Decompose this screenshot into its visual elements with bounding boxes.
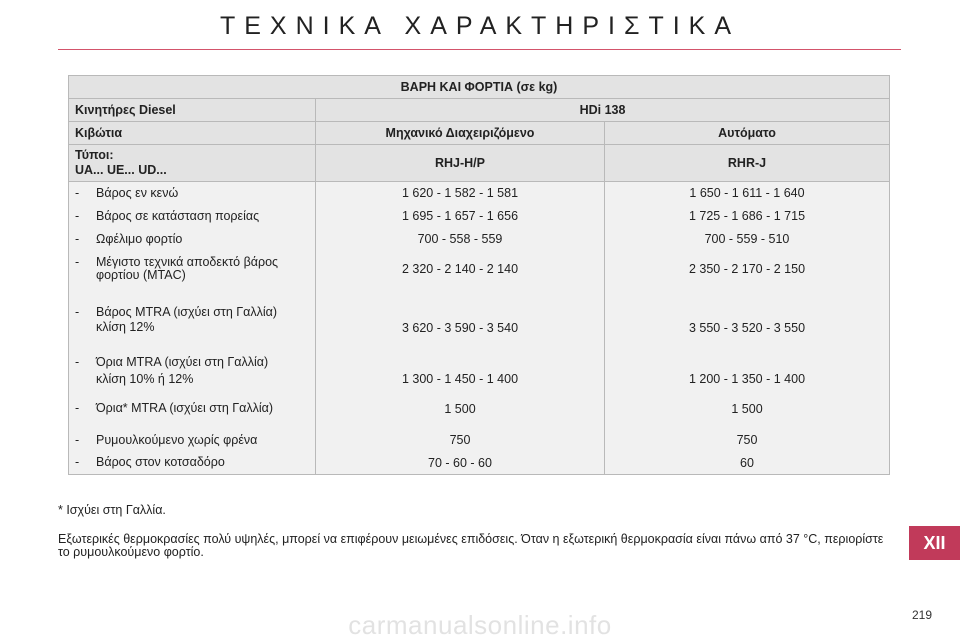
row-label-text: Βάρος στον κοτσαδόρο: [96, 455, 225, 470]
table-row: [69, 369, 890, 389]
gearbox-row: [69, 122, 890, 145]
table-row: [69, 389, 890, 429]
row-label: [69, 319, 316, 337]
row-label: [69, 287, 316, 319]
table-row: [69, 182, 890, 205]
row-dash: -: [75, 455, 80, 470]
table-row: [69, 452, 890, 475]
gearbox-label: Κιβώτια: [69, 122, 316, 145]
weights-table-body: [69, 182, 890, 475]
engine-value: HDi 138: [316, 99, 890, 122]
row-value-manual: 1 300 - 1 450 - 1 400: [316, 369, 605, 389]
row-value-auto: 1 650 - 1 611 - 1 640: [605, 182, 890, 205]
row-value-manual: 1 695 - 1 657 - 1 656: [316, 205, 605, 228]
type-manual: RHJ-H/P: [316, 145, 605, 182]
row-value-manual: [316, 337, 605, 369]
type-auto: RHR-J: [605, 145, 890, 182]
row-value-manual: 3 620 - 3 590 - 3 540: [316, 319, 605, 337]
row-label: [69, 429, 316, 452]
row-label-text: Βάρος εν κενώ: [96, 185, 179, 200]
row-dash: -: [75, 254, 80, 269]
row-label: [69, 182, 316, 205]
types-label: [69, 145, 316, 182]
row-value-manual: 1 620 - 1 582 - 1 581: [316, 182, 605, 205]
footnote: * Ισχύει στη Γαλλία.: [58, 503, 166, 517]
row-label: [69, 228, 316, 251]
row-value-auto: [605, 287, 890, 319]
table-title: ΒΑΡΗ ΚΑΙ ΦΟΡΤΙΑ (σε kg): [69, 76, 890, 99]
title-divider: [58, 49, 901, 50]
types-label-line-2: UA... UE... UD...: [75, 163, 167, 177]
row-dash: -: [75, 401, 80, 415]
row-label: [69, 205, 316, 228]
row-label-text: Μέγιστο τεχνικά αποδεκτό βάρος φορτίου (MTAC): [96, 254, 279, 282]
row-dash: -: [75, 208, 80, 223]
table-row: [69, 337, 890, 369]
row-value-auto: 1 200 - 1 350 - 1 400: [605, 369, 890, 389]
row-value-auto: 1 725 - 1 686 - 1 715: [605, 205, 890, 228]
table-row: [69, 319, 890, 337]
table-row: [69, 205, 890, 228]
row-dash: -: [75, 185, 80, 200]
row-value-manual: 1 500: [316, 389, 605, 429]
table-row: [69, 251, 890, 287]
row-label: [69, 389, 316, 429]
row-value-auto: 750: [605, 429, 890, 452]
types-label-line-1: Τύποι:: [75, 148, 114, 162]
row-value-auto: 2 350 - 2 170 - 2 150: [605, 251, 890, 287]
row-dash: -: [75, 231, 80, 246]
weights-table: [68, 75, 890, 475]
row-label-text: Όρια MTRA (ισχύει στη Γαλλία): [96, 354, 269, 369]
gearbox-manual: Μηχανικό Διαχειριζόμενο: [316, 122, 605, 145]
row-label: [69, 452, 316, 475]
row-value-manual: 700 - 558 - 559: [316, 228, 605, 251]
row-label: [69, 251, 316, 287]
row-value-manual: 2 320 - 2 140 - 2 140: [316, 251, 605, 287]
gearbox-auto: Αυτόματο: [605, 122, 890, 145]
row-value-manual: [316, 287, 605, 319]
temperature-note: Εξωτερικές θερμοκρασίες πολύ υψηλές, μπορεί να επιφέρουν μειωμένες επιδόσεις. Όταν η εξωτερική θερμοκρασία είναι πάνω από 37 °C, περιορίστε το ρυμουλκούμενο φορτίο.: [58, 532, 884, 559]
row-value-auto: 60: [605, 452, 890, 475]
table-row: [69, 228, 890, 251]
row-value-manual: 750: [316, 429, 605, 452]
row-label-text: Όρια* MTRA (ισχύει στη Γαλλία): [96, 401, 274, 415]
row-label-text: Βάρος σε κατάσταση πορείας: [96, 208, 260, 223]
row-value-auto: 3 550 - 3 520 - 3 550: [605, 319, 890, 337]
types-row: [69, 145, 890, 182]
page-title: ΤΕΧΝΙΚΑ ΧΑΡΑΚΤΗΡΙΣΤΙΚΑ: [219, 12, 741, 40]
row-label: [69, 337, 316, 369]
row-label: [69, 369, 316, 389]
page-number: 219: [912, 608, 933, 622]
table-title-row: [69, 76, 890, 99]
row-dash: -: [75, 304, 80, 319]
row-label-text: Ρυμουλκούμενο χωρίς φρένα: [96, 432, 258, 447]
row-value-auto: 1 500: [605, 389, 890, 429]
table-row: [69, 429, 890, 452]
row-value-auto: [605, 337, 890, 369]
chapter-tab: XII: [909, 526, 960, 560]
table-row: [69, 287, 890, 319]
watermark: carmanualsonline.info: [348, 610, 612, 640]
row-dash: -: [75, 354, 80, 369]
engine-label: Κινητήρες Diesel: [69, 99, 316, 122]
row-label-text: Ωφέλιμο φορτίο: [96, 231, 183, 246]
row-label-text: κλίση 12%: [96, 319, 155, 334]
row-value-auto: 700 - 559 - 510: [605, 228, 890, 251]
row-value-manual: 70 - 60 - 60: [316, 452, 605, 475]
row-label-text: Βάρος MTRA (ισχύει στη Γαλλία): [96, 304, 278, 319]
row-dash: -: [75, 432, 80, 447]
row-label-text: κλίση 10% ή 12%: [96, 371, 194, 386]
engine-row: [69, 99, 890, 122]
